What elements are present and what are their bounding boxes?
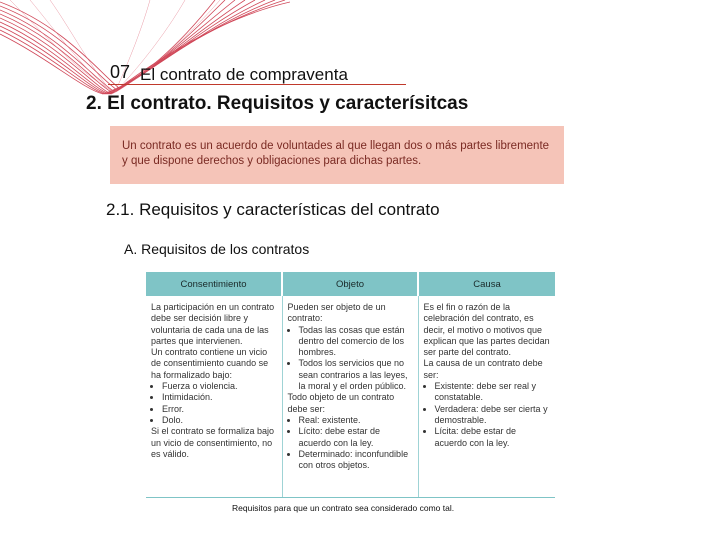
causa-p2: La causa de un contrato debe ser: — [423, 358, 543, 380]
consentimiento-p1: La participación en un contrato debe ser decisión libre y voluntaria de cada una de las partes que intervienen. — [151, 302, 275, 346]
consentimiento-p3: Si el contrato se formaliza bajo un vicio de consentimiento, no es válido. — [151, 426, 275, 459]
list-item: • Intimidación. — [162, 392, 278, 403]
header-consentimiento: Consentimiento — [146, 272, 282, 296]
cell-causa — [418, 296, 555, 498]
list-item: • Fuerza o violencia. — [162, 381, 278, 392]
list-item: • Error. — [162, 404, 278, 415]
list-item: • Todas las cosas que están dentro del comercio de los hombres. — [299, 325, 414, 359]
subsubsection-title: A. Requisitos de los contratos — [124, 241, 310, 257]
cell-objeto — [282, 296, 418, 498]
list-item: • Verdadera: debe ser cierta y demostrable. — [435, 404, 552, 427]
causa-p1: Es el fin o razón de la celebración del contrato, es decir, el motivo o motivos que explican que las partes decidan ser parte del contrato. — [423, 302, 550, 358]
objeto-list-2 — [288, 415, 414, 471]
cell-consentimiento — [146, 296, 282, 498]
chapter-number: 07 — [110, 62, 131, 82]
list-item: • Lícito: debe estar de acuerdo con la ley. — [299, 426, 414, 449]
definition-box — [110, 126, 564, 184]
table-header-row — [146, 272, 555, 296]
list-item: • Dolo. — [162, 415, 278, 426]
requirements-table — [146, 272, 555, 498]
header-causa: Causa — [418, 272, 555, 296]
definition-text: Un contrato es un acuerdo de voluntades al que llegan dos o más partes libremente y que dispone derechos y obligaciones para dichas partes. — [122, 140, 550, 167]
causa-list — [424, 381, 552, 449]
objeto-p1: Pueden ser objeto de un contrato: — [287, 302, 386, 324]
list-item: • Real: existente. — [299, 415, 414, 426]
list-item: • Todos los servicios que no sean contrarios a las leyes, la moral y el orden público. — [299, 358, 414, 392]
list-item: • Determinado: inconfundible con otros objetos. — [299, 449, 414, 472]
chapter-title: El contrato de compraventa — [140, 65, 348, 84]
chapter-header — [108, 62, 406, 85]
table-row — [146, 296, 555, 498]
header-objeto: Objeto — [282, 272, 418, 296]
section-title: 2. El contrato. Requisitos y caracterísitcas — [86, 93, 469, 114]
list-item: • Lícita: debe estar de acuerdo con la ley. — [435, 426, 552, 449]
subsection-title: 2.1. Requisitos y características del contrato — [106, 200, 440, 219]
objeto-p2: Todo objeto de un contrato debe ser: — [287, 392, 395, 414]
consentimiento-p2: Un contrato contiene un vicio de consentimiento cuando se ha formalizado bajo: — [151, 347, 269, 380]
objeto-list-1 — [288, 325, 414, 393]
table-caption: Requisitos para que un contrato sea considerado como tal. — [232, 503, 455, 513]
list-item: • Existente: debe ser real y constatable. — [435, 381, 552, 404]
consentimiento-list — [151, 381, 278, 426]
